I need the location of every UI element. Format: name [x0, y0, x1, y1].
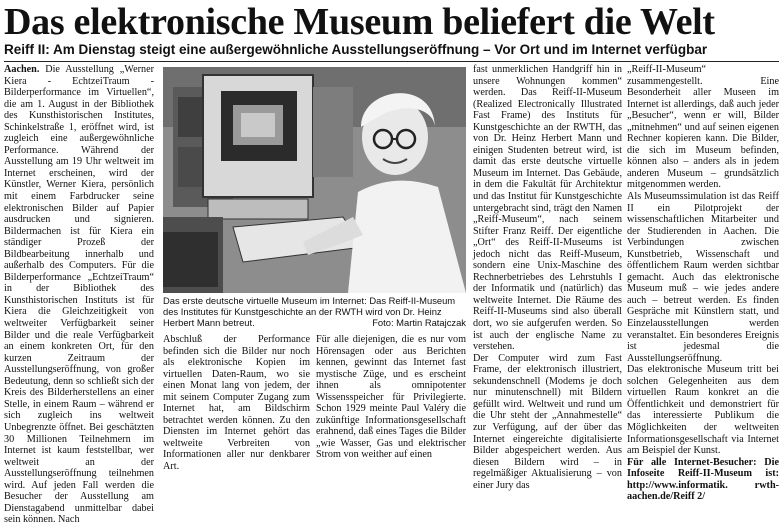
article-photo	[163, 67, 466, 293]
body-text: Die Ausstellung „Werner Kiera - EchtzeiTraum - Bilderperformance im Virtuellen“, die am 1. August in der Bibliothek des Kunsthistorischen Institutes, Schinkelstraße 1, eröffnet wird, ist zugleich eine außergewöhnliche Performance. Während der Ausstellung am 19 Uhr weltweit im Internet erscheinen, wird der Künstler, Werner Kiera, persönlich mit einem Farbdrucker seine elektronischen Bilder auf Papier ausdrucken und signieren. Bildermachen ist für Kiera ein ständiger Prozeß der Bildbearbeitung innerhalb und außerhalb des Computers. Für die Bilderperformance „EchtzeiTraum“ in der Bibliothek des Kunsthistorischen Instituts ist für Kiera die Gleichzeitigkeit von weltweiter Verfügbarkeit seiner Bilder und die reale Verfügbarkeit an einem konkreten Ort, für den kurzen Zeitraum der Ausstellungseröffnung, von großer Bedeutung, denn so schließt sich der Kreis des Bilderherstellens an einer Stelle, in einem Raum – während er sich zugleich ins weltweit Unbegrenzte öffnet. Bei geschätzten 30 Millionen Teilnehmern im Internet ist kaum feststellbar, wer weltweit an der Ausstellungseröffnung teilnehmen wird. Auf jeden Fall werden die Besucher der Ausstellung am Dienstagabend unmittelbar dabei sein können. Nach	[4, 64, 154, 526]
info-box-text: Für alle Internet-Besucher: Die Infoseite Reiff-II-Museum ist: http://www.informatik. rwth-aachen.de/Reiff 2/	[627, 456, 779, 503]
headline: Das elektronische Museum beliefert die Welt	[4, 1, 715, 43]
article-column-5	[627, 64, 779, 503]
body-text: fast unmerklichen Handgriff hin in unsere Wohnungen kommen“ werden. Das Reiff-II-Museum (Realized Electronically Illustrated Fast Frame) des Instituts für Kunstgeschichte an der RWTH, das von Dr. Heinz Herbert Mann und einigen Studenten betreut wird, ist damit das erste deutsche virtuelle Museum im Internet. Das Gebäude, in dem die Fakultät für Architektur und das Institut für Kunstgeschichte untergebracht sind, trägt den Namen „Reiff-Museum“, nach seinem Stifter Franz Reiff. Der eigentliche „Ort“ des Reiff-II-Museums ist jedoch nicht das Reiff-Museum, sondern eine Unix-Maschine des Rechnerbetriebes des Lehrstuhls I der Informatik und (natürlich) das weltweite Internet. Die Räume des Reiff-II-Museums sind also überall dort, wo sie aufgerufen werden. So ist auch der englische Name zu verstehen.	[473, 64, 622, 353]
body-text: Als Museumssimulation ist das Reiff II ein Pilotprojekt der wissenschaftlichen Mitarbeiter und der Studierenden in Aachen. Die Verbindungen zwischen Kunstbetrieb, Wissenschaft und öffentlichem Raum werden sichtbar gemacht. Auch das elektronische Museum muß – wie jedes andere auch – betreut werden. Es finden Gespräche mit Künstlern statt, und Einzelausstellungen werden veranstaltet. Ein besonderes Ereignis ist jedesmal die Ausstellungseröffnung.	[627, 191, 779, 364]
photo-caption	[163, 295, 466, 328]
header-rule	[4, 61, 779, 62]
dateline: Aachen.	[4, 64, 40, 75]
paragraph	[4, 64, 154, 526]
article-column-3	[316, 334, 466, 461]
photo-man-at-computer	[163, 67, 466, 293]
subheadline: Reiff II: Am Dienstag steigt eine außergewöhnliche Ausstellungseröffnung – Vor Ort und im Internet verfügbar	[4, 42, 708, 57]
body-text: Das elektronische Museum tritt bei solchen Gelegenheiten aus dem virtuellen Raum konkret an die Öffentlichkeit und demonstriert für das interessierte Publikum die Möglichkeiten der weltweiten Informationsgesellschaft via Internet am Beispiel der Kunst.	[627, 364, 779, 457]
article-column-2	[163, 334, 310, 473]
article-column-1	[4, 64, 154, 526]
body-text: Der Computer wird zum Fast Frame, der elektronisch illustriert, sekundenschnell (Modems je doch nur minutenschnell) mit Bildern gefüllt wird. Weltweit und rund um die Uhr steht der „Annahmestelle“ zur Verfügung, auf der über das Internet eingereichte digitalisierte Bilder abgespeichert werden. Aus diesen Bildern wird – in regelmäßiger Aktualisierung – von einer Jury das	[473, 352, 622, 491]
caption-text: Das erste deutsche virtuelle Museum im Internet: Das Reiff-II-Museum des Institutes für Kunstgeschichte an der RWTH wird von Dr. Heinz Herbert Mann betreut.	[163, 295, 456, 328]
body-text: Abschluß der Performance befinden sich die Bilder nur noch als elektronische Kopien im virtuellen Daten-Raum, wo sie einen Monat lang von jedem, der mit seinem Computer Zugang zum Internet hat, am Bildschirm betrachtet werden können. Zu den Diensten im Internet gehört das weltweite Verbreiten von Informationen aller nur denkbarer Art.	[163, 334, 310, 473]
body-text: Für alle diejenigen, die es nur vom Hörensagen oder aus Berichten kennen, gewinnt das Internet fast mystische Züge, und es erscheint ihnen als omnipotenter Wissensspeicher für Privilegierte. Schon 1929 meinte Paul Valéry die zukünftige Informationsgesellschaft erahnend, daß eines Tages die Bilder „wie Wasser, Gas und elektrischer Strom von weither auf einen	[316, 334, 466, 461]
article-column-4	[473, 64, 622, 491]
body-text: „Reiff-II-Museum“ zusammengestellt. Eine Besonderheit aller Museen im Internet ist allerdings, daß auch jeder „Besucher“, wenn er will, Bilder „mitnehmen“ und auf seinen eigenen Rechner kopieren kann. Die Bilder, die sich im Museum befinden, können also – anders als in jedem anderen Museum – grundsätzlich mitgenommen werden.	[627, 64, 779, 191]
photo-credit: Foto: Martin Ratajczak	[372, 317, 466, 328]
